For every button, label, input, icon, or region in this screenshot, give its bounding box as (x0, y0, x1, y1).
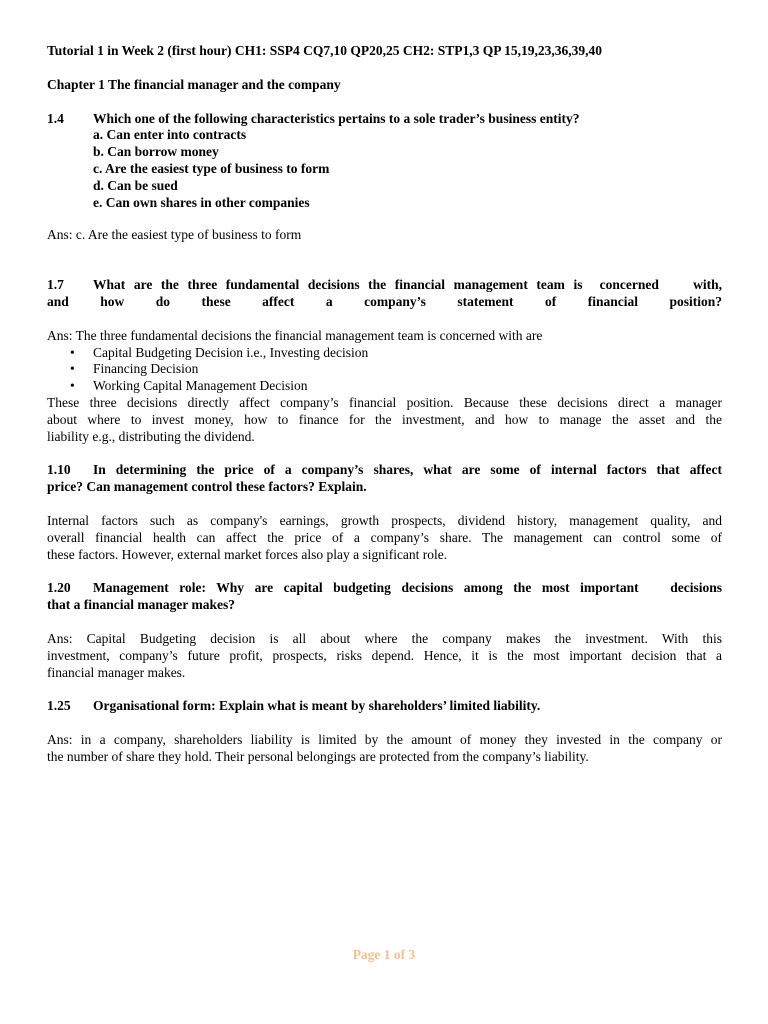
question-text-line-1: Management role: Why are capital budgeting decisions among the most important decisions (93, 580, 722, 596)
answer-line-2: investment, company’s future profit, prospects, risks depend. Hence, it is the most important decision that a (47, 647, 722, 663)
answer-options (93, 127, 722, 211)
answer-text: Ans: c. Are the easiest type of business to form (47, 227, 302, 243)
answer-line-3: liability e.g., distributing the dividend. (47, 428, 255, 444)
list-item: • Financing Decision (70, 361, 199, 377)
question-number: 1.10 (47, 462, 71, 478)
list-item: • Working Capital Management Decision (70, 378, 308, 394)
question-number: 1.20 (47, 580, 71, 596)
question-text-line-1: In determining the price of a company’s shares, what are some of internal factors that affect (93, 462, 722, 478)
answer-line-2: the number of share they hold. Their personal belongings are protected from the company’s liability. (47, 748, 589, 764)
answer-line-1: Ans: Capital Budgeting decision is all about where the company makes the investment. With this (47, 630, 722, 646)
page-number: Page 1 of 3 (352, 947, 416, 962)
option-b: b. Can borrow money (93, 144, 219, 160)
answer-line-3: these factors. However, external market forces also play a significant role. (47, 546, 448, 562)
chapter-heading: Chapter 1 The financial manager and the company (47, 76, 341, 92)
option-a: a. Can enter into contracts (93, 127, 247, 143)
question-1-20 (47, 580, 722, 681)
bullet-icon: • (70, 378, 75, 394)
answer-intro: Ans: The three fundamental decisions the financial management team is concerned with are (47, 327, 543, 343)
bullet-icon: • (70, 361, 75, 377)
decision-list (47, 345, 722, 395)
document-page (47, 43, 722, 766)
answer-line-3: financial manager makes. (47, 664, 186, 680)
question-number: 1.7 (47, 277, 64, 293)
option-c: c. Are the easiest type of business to form (93, 160, 330, 176)
question-1-4 (47, 111, 722, 245)
question-number: 1.4 (47, 110, 64, 126)
question-1-25 (47, 698, 722, 765)
answer-line-1: Internal factors such as company's earnings, growth prospects, dividend history, management quality, and (47, 512, 722, 528)
question-number: 1.25 (47, 698, 71, 714)
question-text-line-2: price? Can management control these factors? Explain. (47, 479, 367, 495)
question-text-line-2: that a financial manager makes? (47, 597, 235, 613)
list-item: • Capital Budgeting Decision i.e., Investing decision (70, 344, 369, 360)
question-1-10 (47, 462, 722, 563)
tutorial-title: Tutorial 1 in Week 2 (first hour) CH1: SSP4 CQ7,10 QP20,25 CH2: STP1,3 QP 15,19,23,36,39,40 (47, 43, 603, 58)
question-text: Organisational form: Explain what is meant by shareholders’ limited liability. (93, 698, 541, 714)
option-e: e. Can own shares in other companies (93, 194, 310, 210)
option-d: d. Can be sued (93, 177, 178, 193)
question-text-line-1: What are the three fundamental decisions the financial management team is concerned with, (93, 277, 722, 293)
answer-line-2: overall financial health can affect the price of a company’s share. The management can control some of (47, 529, 722, 545)
question-text: Which one of the following characteristics pertains to a sole trader’s business entity? (93, 110, 580, 126)
bullet-icon: • (70, 344, 75, 360)
answer-line-1: These three decisions directly affect company’s financial position. Because these decisions direct a manager (47, 394, 722, 410)
question-1-7 (47, 277, 722, 445)
answer-line-2: about where to invest money, how to finance for the investment, and how to manage the asset and the (47, 411, 722, 427)
question-text-line-2: and how do these affect a company’s statement of financial position? (47, 293, 722, 309)
answer-line-1: Ans: in a company, shareholders liability is limited by the amount of money they invested in the company or (47, 732, 722, 748)
